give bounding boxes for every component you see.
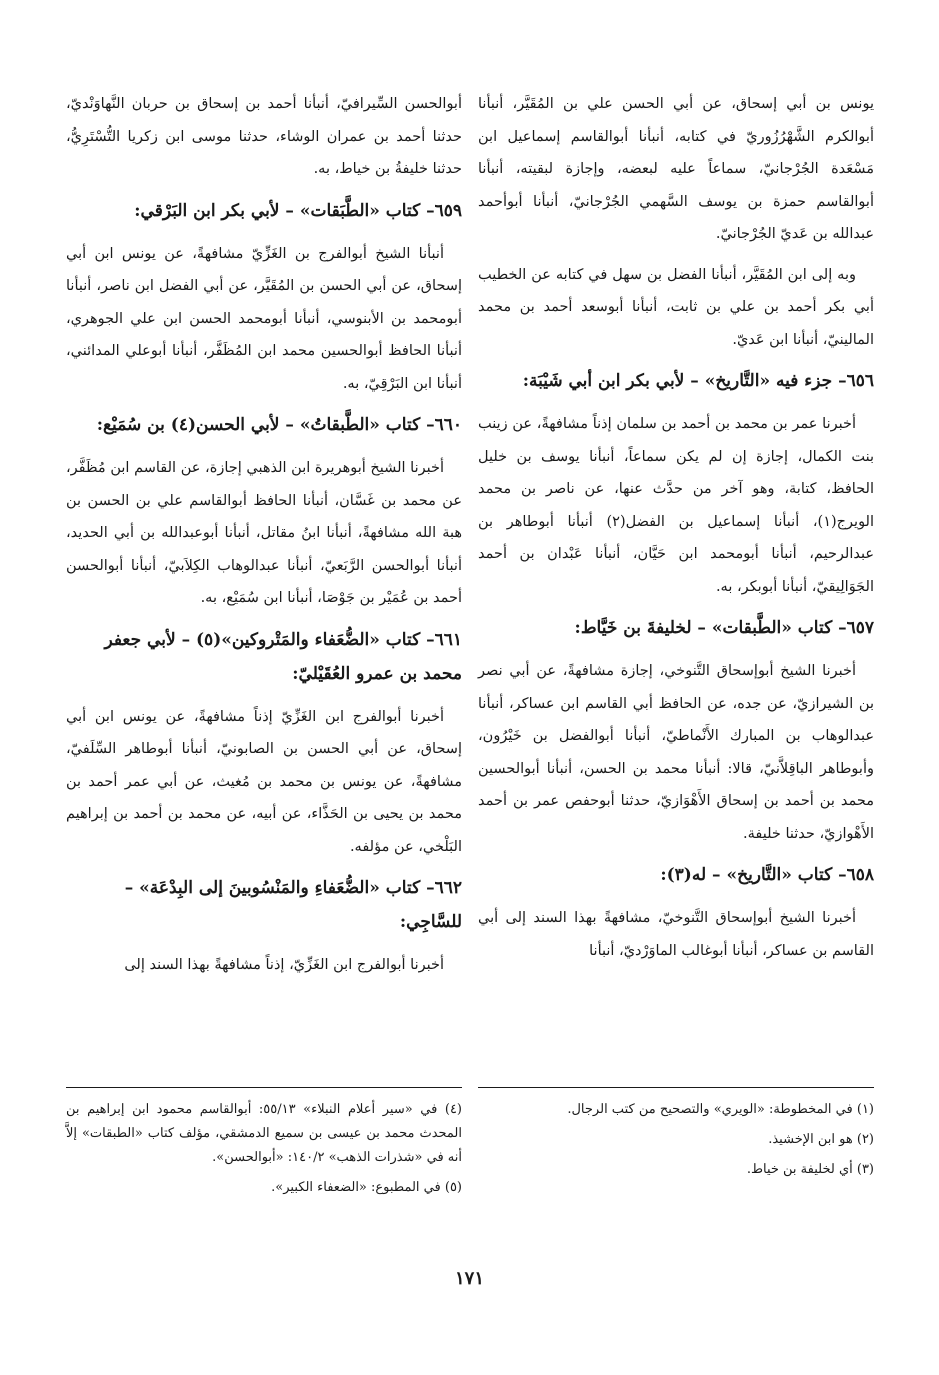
section-heading-657: ٦٥٧– كتاب «الطَّبقات» – لخليفةَ بن خَيَّاط: <box>574 618 874 638</box>
footnote-3: (٣) أي لخليفة بن خياط. <box>746 1162 874 1177</box>
paragraph: أخبرنا الشيخ أبوهريرة ابن الذهبي إجازة، عن القاسم ابن مُظَفَّر، عن محمد بن غَسَّان، أنبأنا الحافظ أبوالقاسم علي بن الحسن بن هبة الله مشافهةً، أنبأنا ابنُ مقاتل، أنبأنا أبوعبدالله بن أبي الحديد، أنبأنا أبوالحسن الرَّبَعيّ، أنبأنا عبدالوهاب الكِلاَبيّ، أنبأنا أبوالحسن أحمد بن عُمَيْر بن جَوْصَا، أنبأنا ابن سُمَيْع، به. <box>66 460 462 606</box>
paragraph: يونس بن أبي إسحاق، عن أبي الحسن علي بن المُقَيَّر، أنبأنا أبوالكرم الشَّهْرُزُوريّ في كتابه، أنبأنا أبوالقاسم إسماعيل ابن مَسْعَدة الجُرْجانيّ، سماعاً عليه لبعضه، وإجازة لبقيته، أنبأنا أبوالقاسم حمزة بن يوسف السَّهمي الجُرْجانيّ، أنبأنا أبوأحمد عبدالله بن عَديّ الجُرْجانيّ. <box>478 96 874 242</box>
paragraph: أبوالحسن السِّيرافيّ، أنبأنا أحمد بن إسحاق بن حربان النَّهاوَنْديّ، حدثنا أحمد بن عمران الوشاء، حدثنا موسى ابن زكريا التُّسْتَرِيُّ، حدثنا خليفةُ بن خياط، به. <box>66 96 462 177</box>
paragraph: أخبرنا الشيخ أبوإسحاق التَّنوخيّ، مشافهةً بهذا السند إلى أبي القاسم بن عساكر، أنبأنا أبوغالب الماوَرْديّ، أنبأنا <box>478 910 874 959</box>
paragraph: أخبرنا عمر بن محمد بن أحمد بن سلمان إذناً مشافهةً، عن زينب بنت الكمال، إجازة إن لم يكن سماعاً، أنبأنا يوسف بن خليل الحافظ، كتابة، وهو آخر من حدَّث عنها، عن ناصر بن محمد الويرج(١)، أنبأنا إسماعيل بن الفضل(٢) أنبأنا أبوطاهر بن عبدالرحيم، أنبأنا أبومحمد ابن حَيَّان، أنبأنا عَبْدان بن أحمد الجَوَالِيقيّ، أنبأنا أبوبكر، به. <box>478 416 875 595</box>
paragraph: أخبرنا الشيخ أبوإسحاق التَّنوخي، إجازة مشافهةً، عن أبي نصر بن الشيرازيّ، عن جده، عن الحافظ أبي القاسم ابن عساكر، أنبأنا عبدالوهاب بن المبارك الأَنْماطيّ، أنبأنا أبوالفضل بن خَيْرُون، وأبوطاهر الباقِلاَّنيّ، قالا: أنبأنا محمد بن الحسن، أنبأنا أبوالحسين محمد بن أحمد بن إسحاق الأَهْوَازيّ، حدثنا أبوحفص عمر بن أحمد الأَهْوازيّ، حدثنا خليفة. <box>478 663 874 842</box>
section-heading-662: ٦٦٢– كتاب «الضُّعَفاءِ والمَنْسُوبينَ إلى البِدْعَة» – للسَّاجِي: <box>124 878 462 932</box>
footnote-1: (١) في المخطوطة: «الويري» والتصحيح من كتب الرجال. <box>567 1102 874 1117</box>
footnotes-right <box>478 1098 874 1188</box>
paragraph: وبه إلى ابن المُقَيَّر، أنبأنا الفضل بن سهل في كتابه عن الخطيب أبي بكر أحمد بن علي بن ثابت، أنبأنا أبوسعد أحمد بن محمد المالينيّ، أنبأنا ابن عَديّ. <box>478 266 874 348</box>
footnote-2: (٢) هو ابن الإخشيذ. <box>768 1132 874 1147</box>
right-column <box>478 88 874 975</box>
paragraph: أنبأنا الشيخ أبوالفرج بن الغَزِّيّ مشافهةً، عن يونس ابن أبي إسحاق، عن أبي الحسن بن المُقَيَّر، عن أبي الفضل ابن ناصر، أنبأنا أبومحمد بن الأبنوسي، أنبأنا أبومحمد الحسن ابن علي الجوهري، أنبأنا الحافظ أبوالحسين محمد ابن المُظَفَّر، أنبأنا أبوعلي المدائني، أنبأنا ابن البَرْقِيّ، به. <box>66 245 462 392</box>
footnote-5: (٥) في المطبوع: «الضعفاء الكبير». <box>271 1180 462 1195</box>
paragraph: أخبرنا أبوالفرج ابن الغَزِّيّ، إذناً مشافهةً بهذا السند إلى <box>124 957 444 973</box>
footnote-4: (٤) في «سير أعلام النبلاء» ٥٥/١٣: أبوالقاسم محمود ابن إبراهيم بن المحدث محمد بن عيسى بن سميع الدمشقي، مؤلف كتاب «الطبقات» إلاَّ أنه في «شذرات الذهب» ١٤٠/٢: «أبوالحسن». <box>66 1102 462 1165</box>
footnotes-left <box>66 1098 462 1206</box>
section-heading-660: ٦٦٠– كتاب «الطَّبقاتُ» – لأبي الحسن(٤) بن سُمَيْع: <box>96 415 462 435</box>
section-heading-656: ٦٥٦– جزء فيه «التَّاريخ» – لأبي بكر ابن أبي شَيْبَة: <box>522 371 874 391</box>
footnote-divider <box>66 1087 462 1088</box>
left-column <box>66 88 462 990</box>
footnote-divider <box>478 1087 874 1088</box>
paragraph: أخبرنا أبوالفرج ابن الغَزِّيّ إذناً مشافهةً، عن يونس ابن أبي إسحاق، عن أبي الحسن بن الصابونيّ، أنبأنا أبوطاهر السِّلَفيّ، مشافهةً، عن يونس بن محمد بن مُغيث، عن أبي عمر أحمد بن محمد بن يحيى بن الحَذَّاء، عن أبيه، عن محمد بن أحمد بن إبراهيم البَلْخي، عن مؤلفه. <box>66 708 462 855</box>
section-heading-661: ٦٦١– كتاب «الضُّعَفاء والمَتْروكين»(٥) – لأبي جعفر محمد بن عمرو العُقَيْليّ: <box>104 629 462 684</box>
page-number: ١٧١ <box>454 1268 484 1289</box>
section-heading-659: ٦٥٩– كتاب «الطَّبَقات» – لأبي بكر ابن البَرْقي: <box>134 200 462 221</box>
section-heading-658: ٦٥٨– كتاب «التَّاريخ» – له(٣): <box>660 865 874 885</box>
